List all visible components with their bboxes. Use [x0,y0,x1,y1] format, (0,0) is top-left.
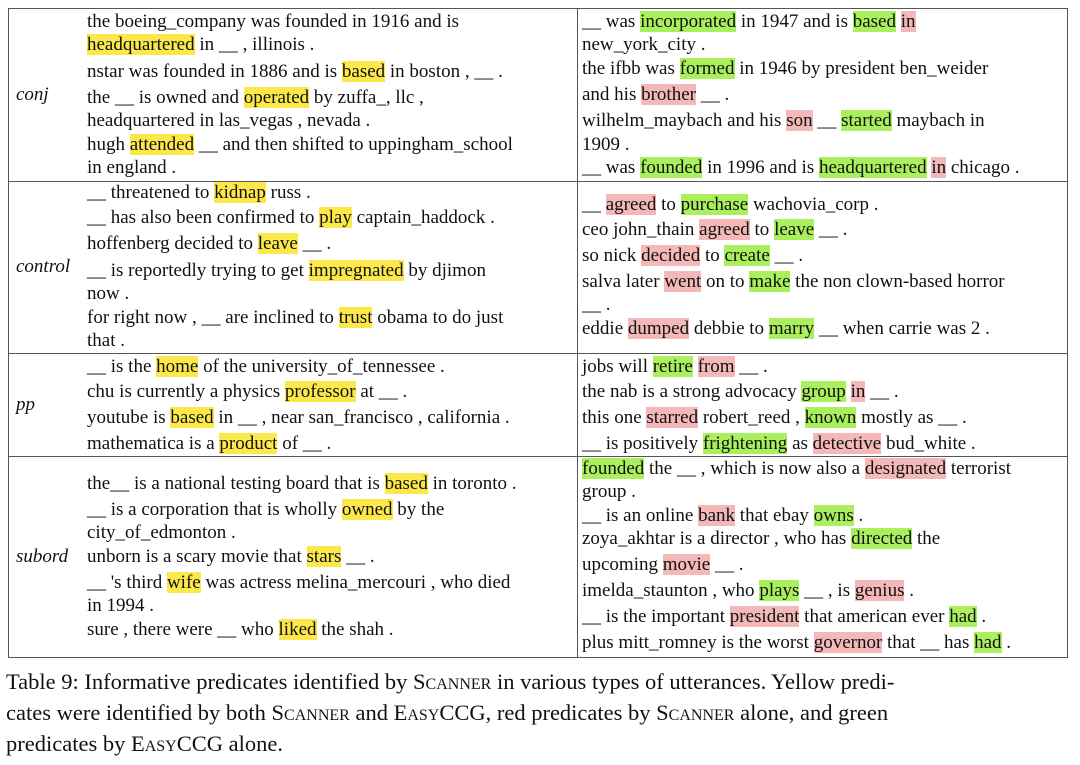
sentence-text: . [1001,632,1012,653]
predicate-easyccg-only: retire [652,356,693,377]
example-line [582,504,863,527]
sentence-text: __ is the [87,356,157,377]
predicate-easyccg-only: create [724,245,770,266]
sentence-text: predicates by [6,731,131,756]
example-line [87,329,125,352]
example-line [87,521,236,544]
system-name: Scanner [656,700,735,725]
predicate-both: based [341,61,386,82]
predicate-both: home [156,356,199,377]
sentence-text: __ when carrie was 2 . [814,318,990,339]
example-line [582,218,847,241]
sentence-text: __ [812,110,842,131]
example-line [87,432,331,455]
example-line [582,631,1011,654]
sentence-text: as [787,433,813,454]
sentence-text: group . [582,481,636,502]
predicate-scanner-only: son [786,110,813,131]
predicate-easyccg-only: frightening [702,433,788,454]
sentence-text: russ . [265,182,311,203]
predicate-both: product [219,433,278,454]
predicate-scanner-only: detective [812,433,882,454]
example-line [87,406,510,429]
predicate-easyccg-only: known [804,407,857,428]
sentence-text: the__ is a national testing board that is [87,473,385,494]
predicate-easyccg-only: had [974,632,1002,653]
predicate-scanner-only: governor [813,632,883,653]
example-line [87,259,486,282]
sentence-text: that ebay [735,505,814,526]
predicate-easyccg-only: headquartered [818,157,927,178]
example-line [582,193,879,216]
predicate-scanner-only: in [900,11,916,32]
sentence-text: zoya_akhtar is a director , who has [582,528,852,549]
sentence-text: now . [87,283,130,304]
table-caption [6,666,1072,759]
example-line [582,432,976,455]
example-line [582,83,729,106]
predicate-easyccg-only: founded [640,157,703,178]
sentence-text: alone. [222,731,283,756]
predicate-scanner-only: dumped [627,318,690,339]
section-label: conj [16,84,49,105]
caption-line-1 [6,666,1072,697]
sentence-text: __ was [582,11,641,32]
example-line [582,457,1011,480]
sentence-text: for right now , __ are inclined to [87,307,339,328]
sentence-text: eddie [582,318,628,339]
example-line [87,380,407,403]
predicate-scanner-only: genius [854,580,905,601]
sentence-text: ceo john_thain [582,219,700,240]
predicate-both: based [384,473,428,494]
sentence-text: the non clown-based horror [790,271,1005,292]
example-line [582,109,985,132]
predicate-easyccg-only: had [949,606,977,627]
column-divider [577,9,578,181]
example-line [582,380,899,403]
sentence-text: . [904,580,914,601]
sentence-text: mathematica is a [87,433,220,454]
sentence-text: was actress melina_mercouri , who died [200,572,511,593]
example-line [87,472,517,495]
predicate-scanner-only: designated [864,458,947,479]
example-line [87,232,331,255]
sentence-text: 1909 . [582,134,630,155]
sentence-text: to [656,194,681,215]
sentence-text: by the [392,499,445,520]
predicate-both: professor [284,381,356,402]
sentence-text: chu is currently a physics [87,381,285,402]
sentence-text: __ , is [799,580,855,601]
predicate-scanner-only: from [697,356,735,377]
sentence-text: __ is the important [582,606,730,627]
sentence-text: wilhelm_maybach and his [582,110,787,131]
predicate-easyccg-only: started [841,110,892,131]
sentence-text: __ . [695,84,730,105]
sentence-text: bud_white . [881,433,976,454]
predicate-easyccg-only: incorporated [640,11,737,32]
sentence-text: of __ . [277,433,332,454]
section-pp [9,353,1067,457]
example-line [87,545,375,568]
predicate-easyccg-only: make [749,271,791,292]
sentence-text: city_of_edmonton . [87,522,236,543]
column-divider [577,182,578,354]
sentence-text: __ is an online [582,505,699,526]
predicate-easyccg-only: purchase [680,194,749,215]
sentence-text: by djimon [403,260,486,281]
sentence-text: __ is a corporation that is wholly [87,499,342,520]
caption-line-2 [6,697,1072,728]
example-line [582,317,990,340]
sentence-text: the __ is owned and [87,87,244,108]
example-line [582,579,914,602]
section-label: subord [16,546,69,567]
section-control [9,181,1067,354]
sentence-text: , red predicates by [485,700,657,725]
sentence-text: cates were identified by both [6,700,272,725]
example-line [87,498,444,521]
sentence-text: in 1994 . [87,595,155,616]
sentence-text: the nab is a strong advocacy [582,381,802,402]
sentence-text: __ . [710,554,744,575]
example-line [582,270,1005,293]
sentence-text: to [700,245,725,266]
predicate-both: leave [257,233,298,254]
sentence-text: __ . [865,381,899,402]
sentence-text: in __ , illinois . [194,34,315,55]
sentence-text: the [912,528,941,549]
sentence-text: jobs will [582,356,653,377]
sentence-text: __ 's third [87,572,167,593]
sentence-text: and [349,700,394,725]
predicate-easyccg-only: group [801,381,846,402]
predicate-scanner-only: brother [641,84,696,105]
predicate-scanner-only: starred [646,407,699,428]
sentence-text: so nick [582,245,642,266]
predicate-scanner-only: in [850,381,866,402]
sentence-text: __ and then shifted to uppingham_school [194,134,513,155]
sentence-text: the boeing_company was founded in 1916 and is [87,11,460,32]
example-line [87,60,503,83]
sentence-text: hugh [87,134,130,155]
predicate-easyccg-only: formed [679,58,735,79]
system-name: EasyCCG [393,700,486,725]
sentence-text: . [976,606,987,627]
sentence-text: that __ has [882,632,975,653]
sentence-text: on to [701,271,750,292]
example-line [87,594,154,617]
sentence-text: in 1996 and is [702,157,819,178]
sentence-text: youtube is [87,407,171,428]
predicate-both: wife [166,572,201,593]
column-divider [577,354,578,457]
predicate-scanner-only: bank [698,505,736,526]
sentence-text: __ threatened to [87,182,215,203]
sentence-text: __ [582,194,606,215]
predicate-scanner-only: decided [641,245,701,266]
section-label: control [16,256,71,277]
sentence-text: __ . [297,233,332,254]
predicate-easyccg-only: plays [759,580,800,601]
example-line [87,282,129,305]
example-line [582,133,630,156]
sentence-text: wachovia_corp . [748,194,879,215]
example-line [582,244,803,267]
sentence-text: the ifbb was [582,58,680,79]
sentence-text: maybach in [891,110,985,131]
example-line [582,156,1019,179]
sentence-text: chicago . [946,157,1020,178]
sentence-text: mostly as __ . [856,407,967,428]
predicate-easyccg-only: owns [813,505,854,526]
example-line [582,355,768,378]
example-line [87,156,176,179]
sentence-text: __ . [582,294,611,315]
sentence-text: in toronto . [427,473,517,494]
sentence-text: __ was [582,157,641,178]
example-line [582,527,940,550]
predicate-both: play [319,207,352,228]
predicate-scanner-only: agreed [699,219,750,240]
sentence-text: unborn is a scary movie that [87,546,307,567]
example-line [582,553,744,576]
sentence-text: __ is reportedly trying to get [87,260,309,281]
sentence-text: imelda_staunton , who [582,580,760,601]
sentence-text: headquartered in las_vegas , nevada . [87,110,371,131]
predicate-both: liked [278,619,317,640]
sentence-text: the shah . [316,619,394,640]
predicate-scanner-only: went [664,271,702,292]
predicate-both: operated [243,87,310,108]
example-line [582,33,705,56]
sentence-text: obama to do just [372,307,504,328]
system-name: EasyCCG [130,731,223,756]
sentence-text: alone, and green [734,700,889,725]
sentence-text: plus mitt_romney is the worst [582,632,814,653]
example-line [87,206,495,229]
sentence-text: nstar was founded in 1886 and is [87,61,342,82]
section-subord [9,456,1067,658]
example-line [87,86,424,109]
predicate-scanner-only: agreed [605,194,657,215]
predicate-both: impregnated [308,260,404,281]
predicate-easyccg-only: based [852,11,896,32]
sentence-text: at __ . [355,381,408,402]
sentence-text [846,381,851,402]
predicate-both: owned [341,499,393,520]
predicate-both: stars [306,546,342,567]
sentence-text: in 1947 and is [736,11,853,32]
example-line [582,10,916,33]
predicate-both: headquartered [87,34,195,55]
sentence-text: __ . [769,245,804,266]
predicate-scanner-only: in [931,157,947,178]
sentence-text: that american ever [799,606,950,627]
sentence-text: hoffenberg decided to [87,233,258,254]
sentence-text: captain_haddock . [351,207,495,228]
predicate-easyccg-only: marry [768,318,815,339]
predicate-both: kidnap [214,182,266,203]
sentence-text: in various types of utterances. Yellow predi- [491,669,895,694]
column-divider [577,457,578,658]
sentence-text: in england . [87,157,177,178]
sentence-text: debbie to [689,318,769,339]
sentence-text: new_york_city . [582,34,706,55]
sentence-text: to [749,219,775,240]
section-conj [9,9,1067,181]
sentence-text: in __ , near san_francisco , california . [213,407,510,428]
predicate-easyccg-only: directed [851,528,913,549]
example-line [87,33,314,56]
example-line [87,306,503,329]
predicate-easyccg-only: founded [582,458,645,479]
example-line [87,133,513,156]
sentence-text: in 1946 by president ben_weider [734,58,989,79]
sentence-text: terrorist [946,458,1012,479]
sentence-text: by zuffa_, llc , [309,87,424,108]
system-name: Scanner [271,700,350,725]
predicate-both: based [170,407,214,428]
sentence-text: __ . [814,219,848,240]
sentence-text: __ is positively [582,433,703,454]
predicate-easyccg-only: leave [774,219,815,240]
sentence-text: salva later [582,271,665,292]
example-line [87,10,459,33]
sentence-text: Table 9: Informative predicates identified by [6,669,414,694]
sentence-text: of the university_of_tennessee . [198,356,445,377]
example-line [582,605,986,628]
example-line [87,618,394,641]
caption-line-3 [6,728,1072,759]
sentence-text: this one [582,407,647,428]
section-label: pp [16,394,35,415]
sentence-text: . [853,505,864,526]
system-name: Scanner [413,669,492,694]
sentence-text: sure , there were __ who [87,619,279,640]
sentence-text [693,356,698,377]
predicate-both: attended [129,134,195,155]
predicate-scanner-only: president [729,606,800,627]
example-line [87,355,445,378]
example-line [582,293,611,316]
sentence-text: the __ , which is now also a [644,458,865,479]
sentence-text: and his [582,84,642,105]
predicate-scanner-only: movie [662,554,711,575]
sentence-text: __ . [341,546,375,567]
sentence-text: __ . [734,356,768,377]
sentence-text: __ has also been confirmed to [87,207,320,228]
predicate-both: trust [338,307,373,328]
example-line [87,109,370,132]
sentence-text: robert_reed , [698,407,805,428]
example-line [582,480,636,503]
sentence-text: that . [87,330,125,351]
example-line [582,406,967,429]
example-line [582,57,988,80]
example-line [87,181,311,204]
sentence-text: in boston , __ . [385,61,503,82]
example-line [87,571,510,594]
sentence-text: upcoming [582,554,663,575]
predicates-table [8,8,1068,658]
